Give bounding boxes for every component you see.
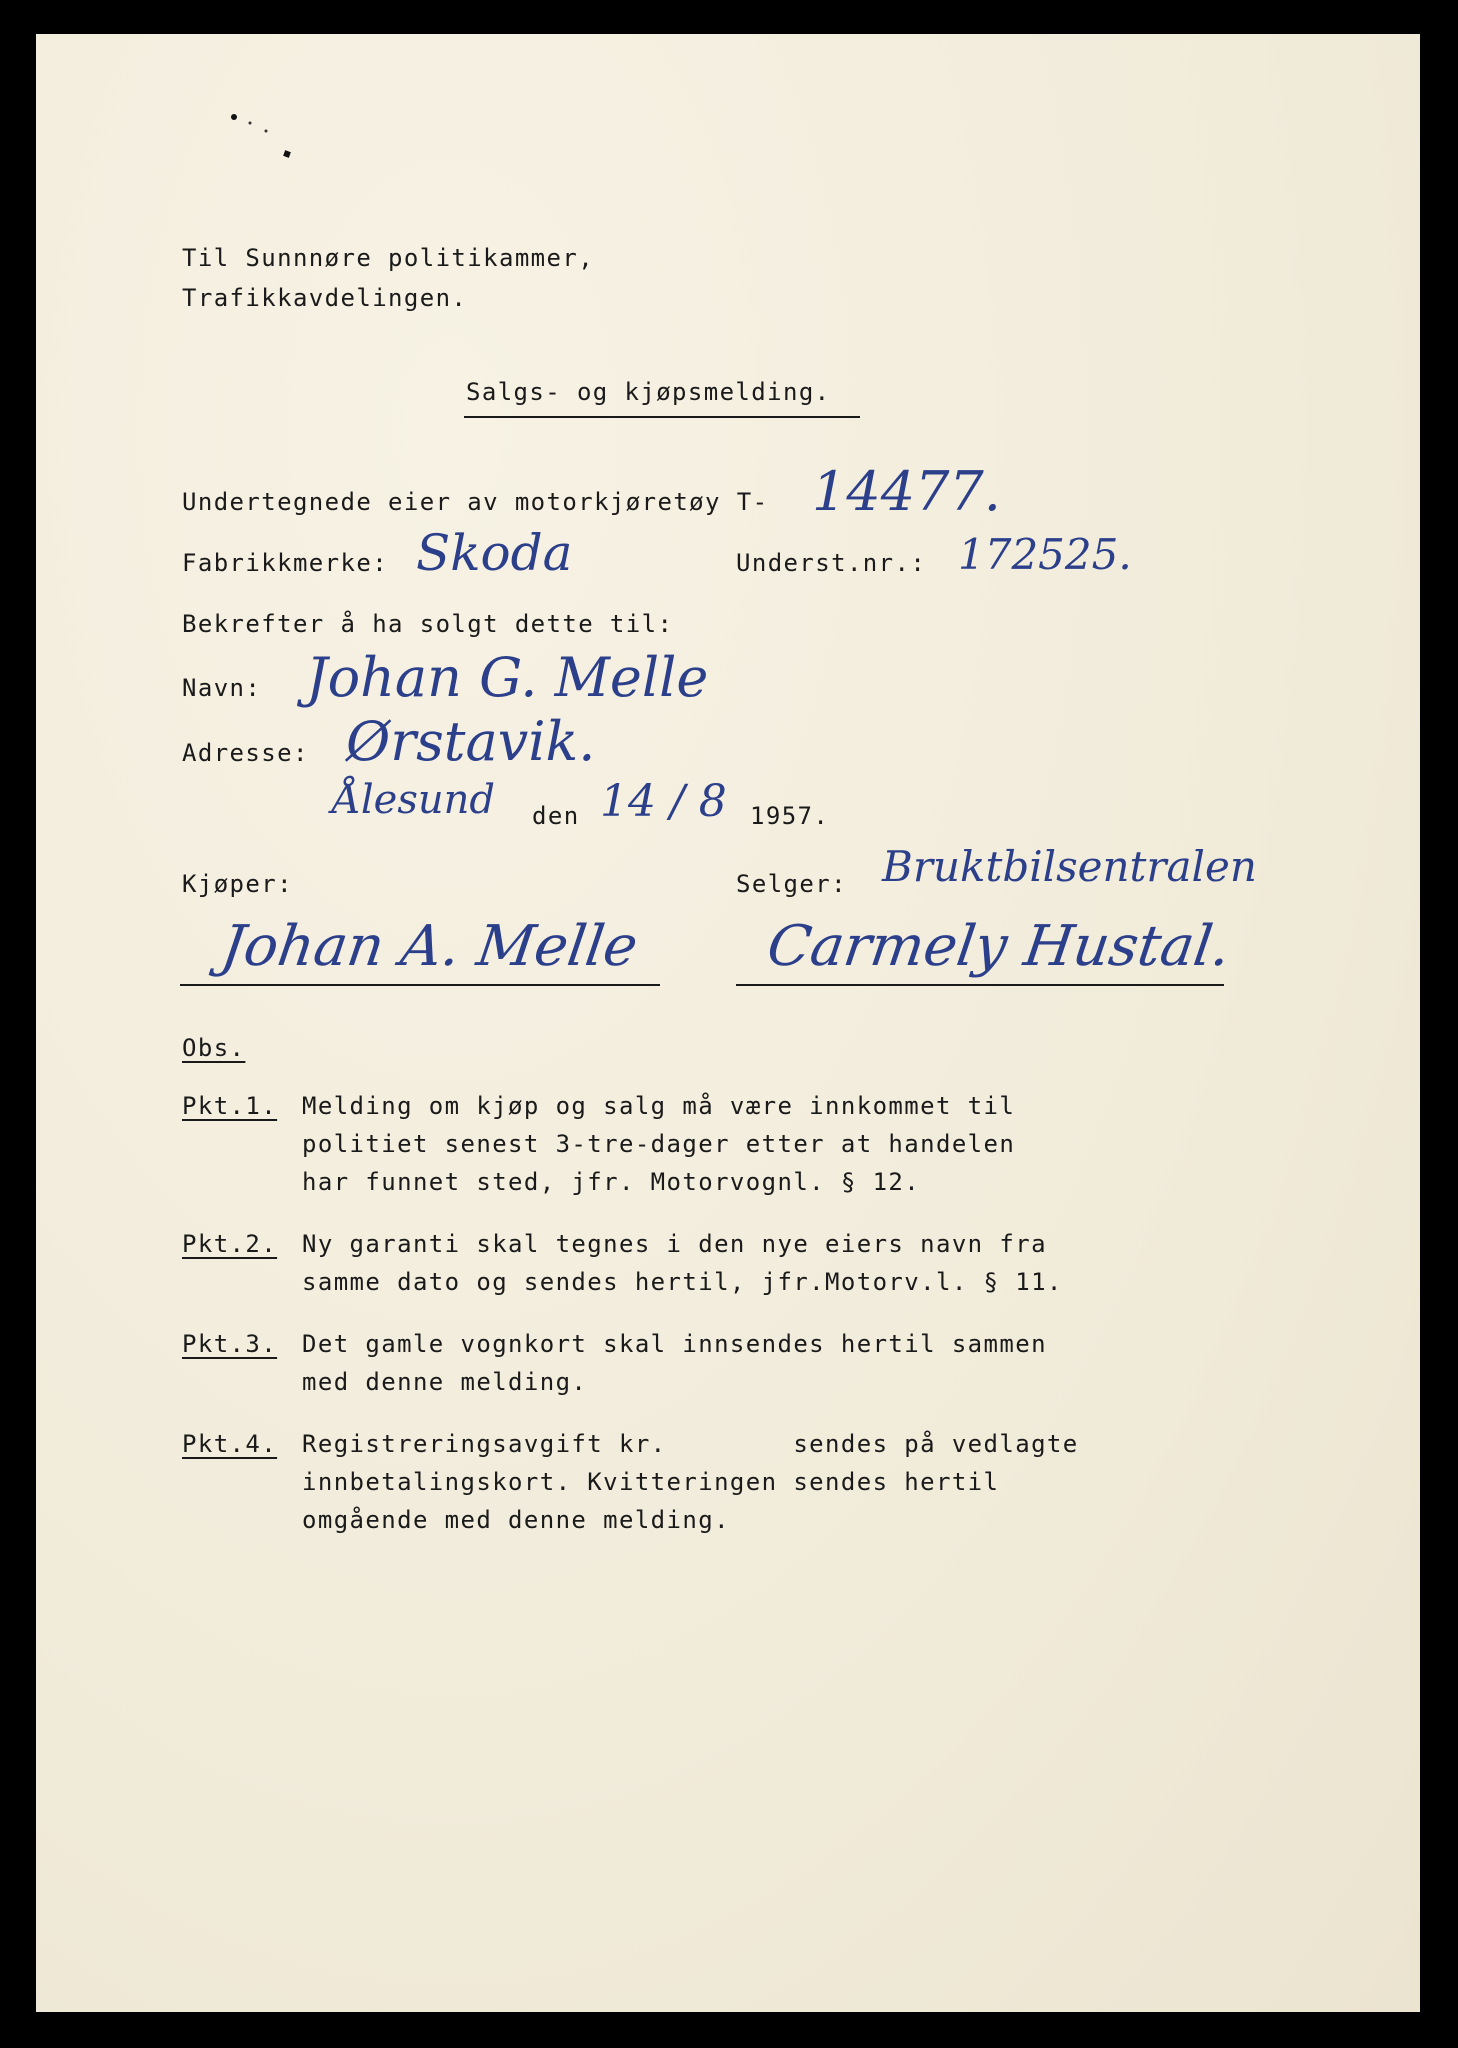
date-label: den [532,802,580,830]
year-text: 1957. [750,802,830,830]
pkt-3-line-2: med denne melding. [302,1368,588,1396]
pkt-2-label: Pkt.2. [182,1230,278,1258]
confirm-label: Bekrefter å ha solgt dette til: [182,610,674,638]
owner-label: Undertegnede eier av motorkjøretøy T- [182,488,769,516]
make-handwritten: Skoda [416,524,573,582]
reg-number-handwritten: 14477. [812,460,1001,523]
address-label: Adresse: [182,739,309,767]
chassis-handwritten: 172525. [958,530,1132,579]
pkt-1-line-1: Melding om kjøp og salg må være innkommet til [302,1092,1016,1120]
pkt-1-line-3: har funnet sted, jfr. Motorvognl. § 12. [302,1168,921,1196]
name-handwritten: Johan G. Melle [306,646,709,709]
pkt-1-line-2: politiet senest 3-tre-dager etter at handelen [302,1130,1016,1158]
pkt-4-line-2: innbetalingskort. Kvitteringen sendes hertil [302,1468,1000,1496]
pkt-4-label: Pkt.4. [182,1430,278,1458]
chassis-label: Underst.nr.: [736,549,927,577]
address-line-2: Trafikkavdelingen. [182,284,468,312]
address-handwritten: Ørstavik. [346,710,596,773]
obs-heading: Obs. [182,1034,246,1062]
pkt-2-line-2: samme dato og sendes hertil, jfr.Motorv.l. § 11. [302,1268,1063,1296]
seller-signature-line [736,984,1224,986]
pkt-4-line-1: Registreringsavgift kr. sendes på vedlagte [302,1430,1079,1458]
seller-signature: Carmely Hustal. [763,914,1235,979]
date-handwritten: 14 / 8 [600,776,727,827]
document-page [36,34,1420,2012]
seller-label: Selger: [736,870,847,898]
buyer-signature-line [180,984,660,986]
make-label: Fabrikkmerke: [182,549,389,577]
pkt-1-label: Pkt.1. [182,1092,278,1120]
address-line-1: Til Sunnnøre politikammer, [182,244,595,272]
pkt-3-line-1: Det gamle vognkort skal innsendes hertil sammen [302,1330,1047,1358]
document-title: Salgs- og kjøpsmelding. [466,378,831,406]
pkt-4-line-3: omgående med denne melding. [302,1506,730,1534]
place-handwritten: Ålesund [332,777,496,823]
seller-name-handwritten: Bruktbilsentralen [882,842,1257,891]
name-label: Navn: [182,674,262,702]
pkt-2-line-1: Ny garanti skal tegnes i den nye eiers navn fra [302,1230,1047,1258]
ink-specks [226,109,346,199]
pkt-3-label: Pkt.3. [182,1330,278,1358]
buyer-label: Kjøper: [182,870,293,898]
buyer-signature: Johan A. Melle [217,914,642,979]
title-underline [464,416,860,418]
